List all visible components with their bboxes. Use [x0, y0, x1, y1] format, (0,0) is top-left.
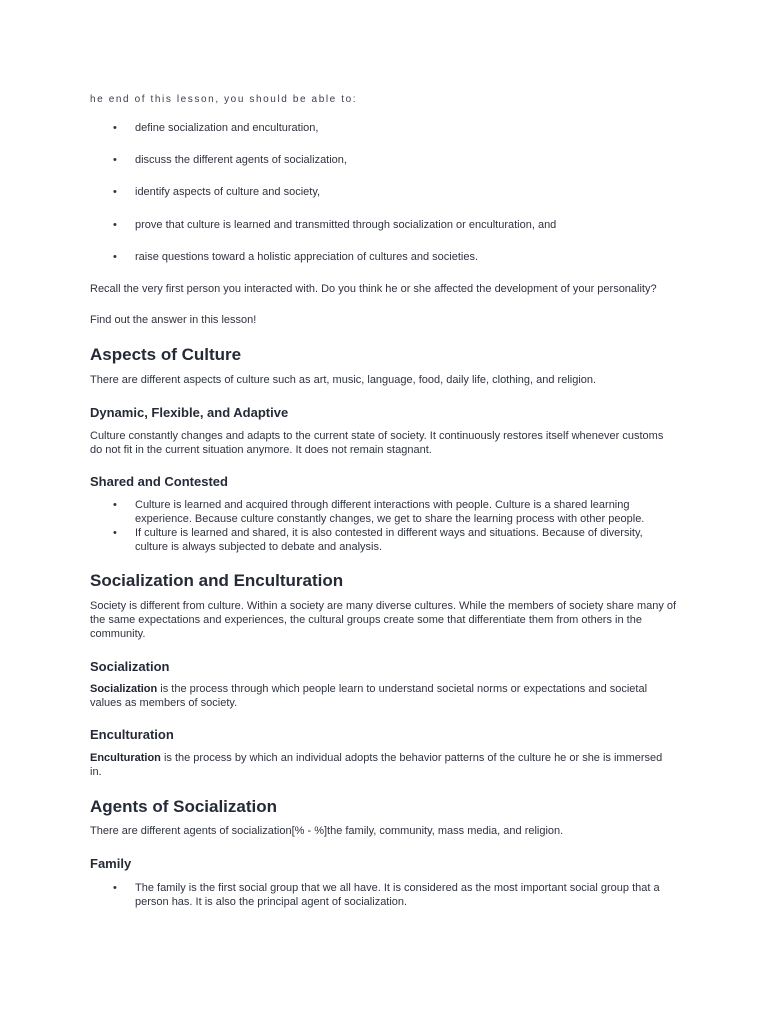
- agents-paragraph: There are different agents of socialization[% - %]the family, community, mass media, and religion.: [90, 825, 564, 837]
- objective-text: define socialization and enculturation,: [135, 122, 319, 134]
- bullet-icon: •: [113, 219, 117, 231]
- enculturation-paragraph: [90, 751, 670, 779]
- family-item-text: The family is the first social group that we all have. It is considered as the most important social group that a person has. It is also the principal agent of socialization.: [135, 882, 660, 908]
- bullet-icon: •: [113, 122, 117, 134]
- bullet-icon: •: [113, 186, 117, 198]
- bullet-icon: •: [113, 154, 117, 166]
- find-out-paragraph: Find out the answer in this lesson!: [90, 314, 257, 326]
- dynamic-paragraph: Culture constantly changes and adapts to the current state of society. It continuously restores itself whenever customs do not fit in the current situation anymore. It does not remain stagnant.: [90, 430, 664, 456]
- socialization-term: Socialization: [90, 683, 158, 695]
- aspects-paragraph: There are different aspects of culture such as art, music, language, food, daily life, clothing, and religion.: [90, 374, 597, 386]
- recall-paragraph: Recall the very first person you interacted with. Do you think he or she affected the development of your personality?: [90, 283, 657, 295]
- intro-line: he end of this lesson, you should be able to:: [90, 94, 358, 105]
- enculturation-term: Enculturation: [90, 752, 161, 764]
- subheading-dynamic: Dynamic, Flexible, and Adaptive: [90, 405, 289, 420]
- objective-text: prove that culture is learned and transmitted through socialization or enculturation, and: [135, 219, 557, 231]
- subheading-socialization: Socialization: [90, 659, 170, 674]
- section-heading-socialization-enculturation: Socialization and Enculturation: [90, 571, 344, 590]
- socialization-definition: is the process through which people learn to understand societal norms or expectations and societal values as members of society.: [90, 683, 648, 709]
- objective-text: discuss the different agents of socialization,: [135, 154, 347, 166]
- soc-enc-paragraph: Society is different from culture. Within a society are many diverse cultures. While the members of society share many of the same expectations and experiences, the cultural groups create some that differentiate them from others in the community.: [90, 600, 677, 640]
- shared-item-text: If culture is learned and shared, it is also contested in different ways and situations. Because of diversity, culture is always subjected to debate and analysis.: [135, 527, 643, 553]
- enculturation-definition: is the process by which an individual adopts the behavior patterns of the culture he or she is immersed in.: [90, 752, 663, 778]
- subheading-enculturation: Enculturation: [90, 727, 174, 742]
- bullet-icon: •: [113, 527, 117, 539]
- bullet-icon: •: [113, 499, 117, 511]
- shared-item-text: Culture is learned and acquired through different interactions with people. Culture is a shared learning experience. Because culture constantly changes, we get to share the learning process with other people.: [135, 499, 645, 525]
- subheading-family: Family: [90, 856, 132, 871]
- section-heading-agents: Agents of Socialization: [90, 797, 278, 816]
- socialization-paragraph: [90, 682, 680, 710]
- bullet-icon: •: [113, 251, 117, 263]
- objective-text: raise questions toward a holistic appreciation of cultures and societies.: [135, 251, 479, 263]
- bullet-icon: •: [113, 882, 117, 894]
- section-heading-aspects: Aspects of Culture: [90, 345, 242, 364]
- objective-text: identify aspects of culture and society,: [135, 186, 321, 198]
- subheading-shared: Shared and Contested: [90, 474, 228, 489]
